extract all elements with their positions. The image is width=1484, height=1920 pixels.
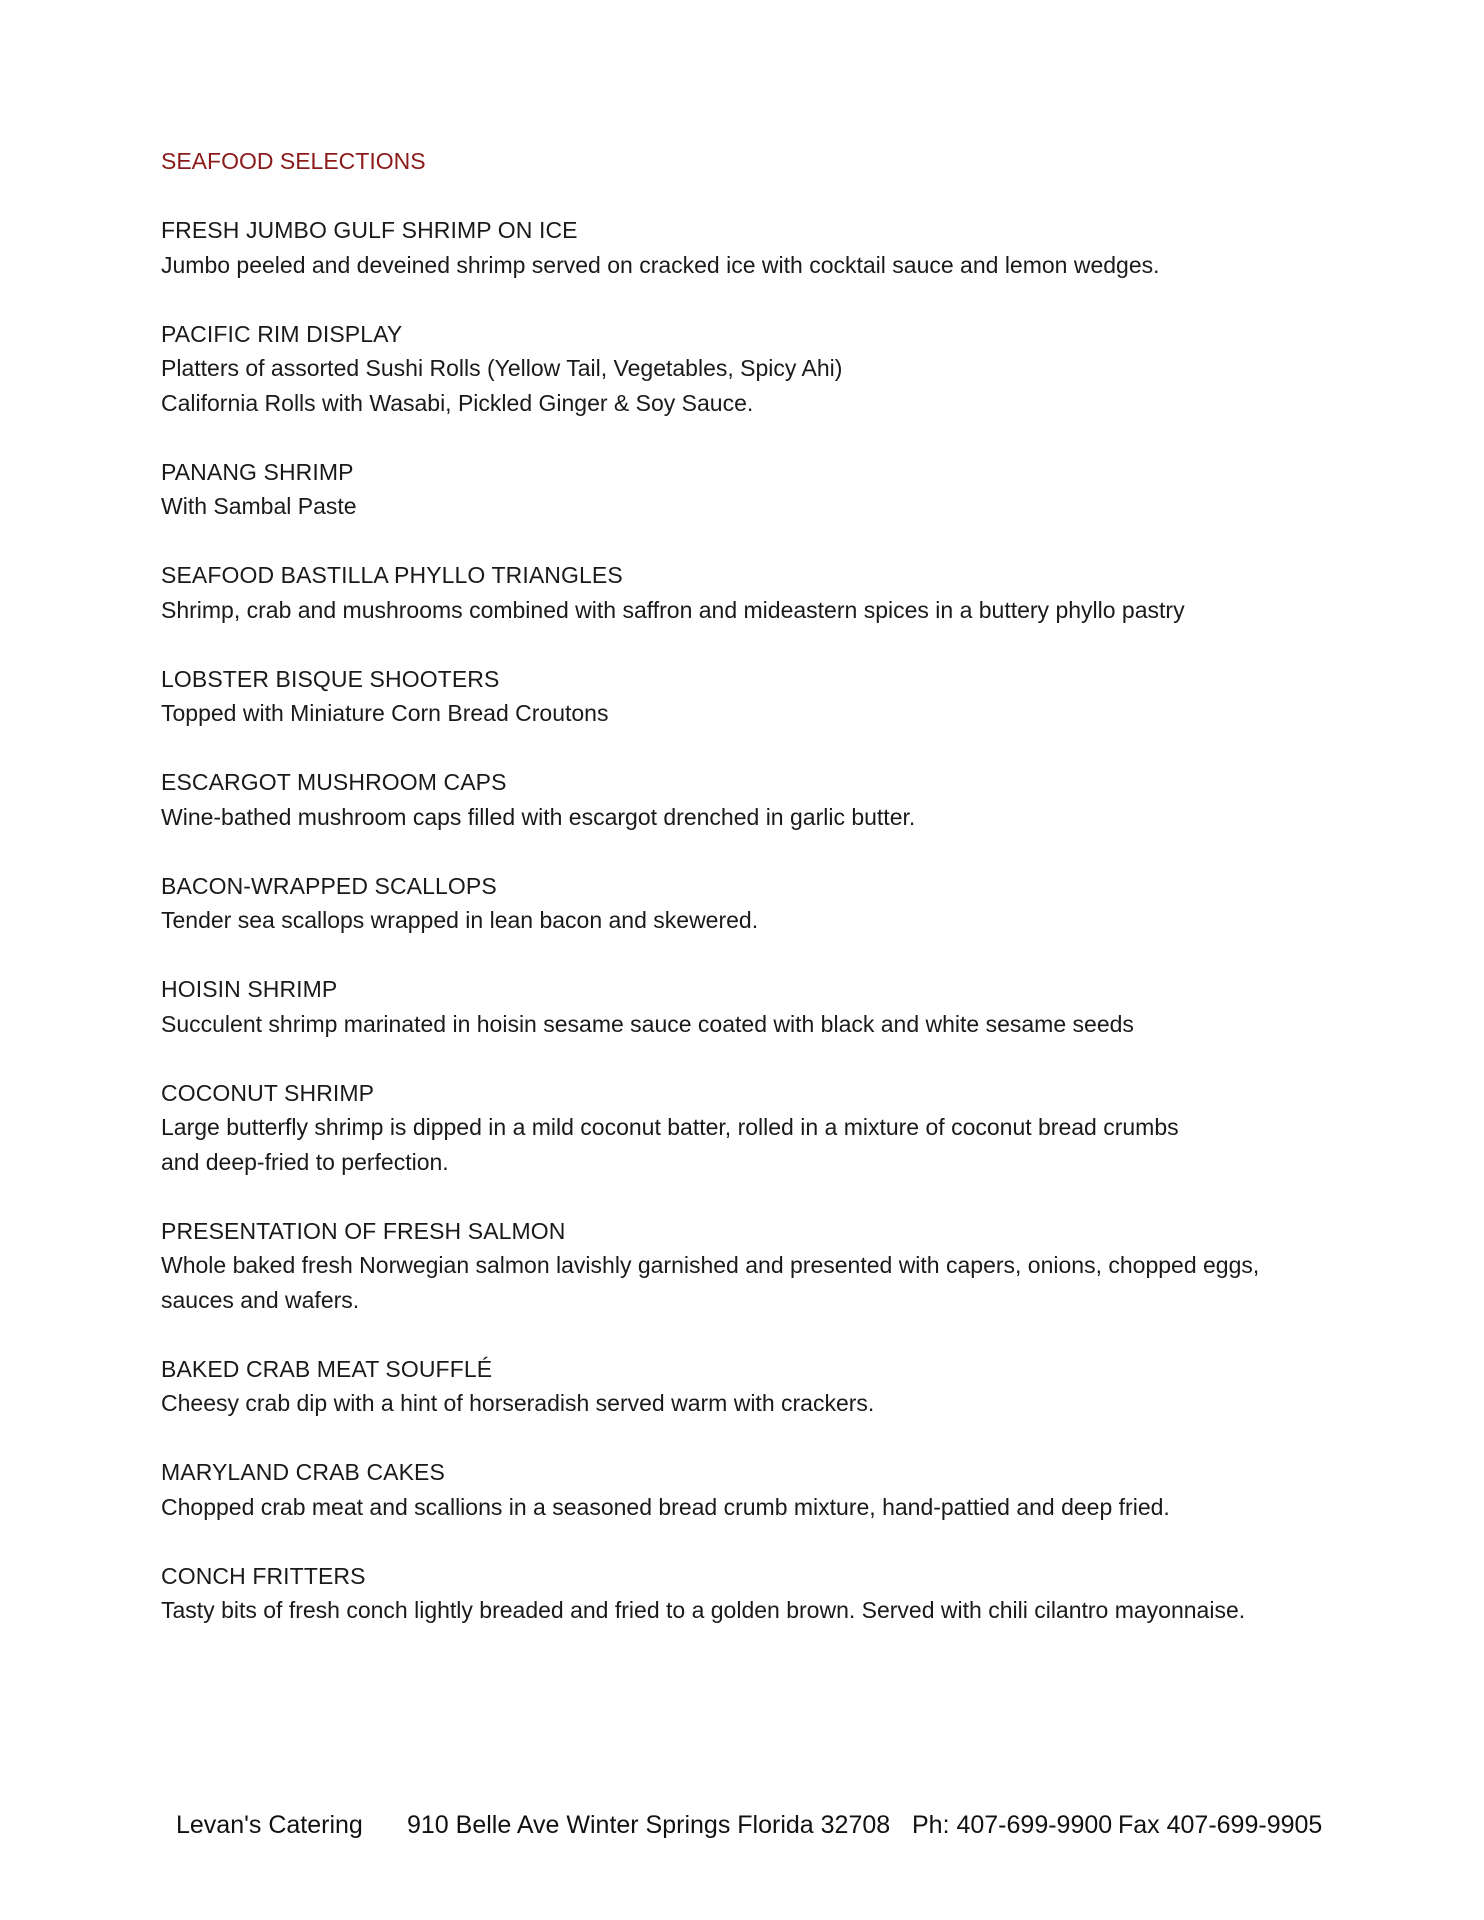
menu-item-description: Whole baked fresh Norwegian salmon lavishly garnished and presented with capers, onions, chopped eggs, xyxy=(161,1252,1260,1278)
menu-item xyxy=(161,317,1361,421)
menu-item xyxy=(161,662,1361,731)
menu-item xyxy=(161,558,1361,627)
menu-item-description: Large butterfly shrimp is dipped in a mild coconut batter, rolled in a mixture of coconut bread crumbs xyxy=(161,1114,1179,1140)
menu-item-description: With Sambal Paste xyxy=(161,493,357,519)
menu-item-name: PANANG SHRIMP xyxy=(161,458,354,485)
menu-item-name: SEAFOOD BASTILLA PHYLLO TRIANGLES xyxy=(161,562,623,588)
menu-item-description: Jumbo peeled and deveined shrimp served on cracked ice with cocktail sauce and lemon wedges. xyxy=(161,251,1160,278)
menu-item xyxy=(161,213,1361,282)
menu-item-description: Platters of assorted Sushi Rolls (Yellow Tail, Vegetables, Spicy Ahi) xyxy=(161,355,843,381)
menu-item-description: Shrimp, crab and mushrooms combined with saffron and mideastern spices in a buttery phyllo pastry xyxy=(161,596,1185,623)
menu-item-description: Wine-bathed mushroom caps filled with escargot drenched in garlic butter. xyxy=(161,803,916,830)
menu-item xyxy=(161,1352,1361,1421)
menu-item-name: CONCH FRITTERS xyxy=(161,1562,366,1589)
menu-item xyxy=(161,1559,1361,1628)
section-title: SEAFOOD SELECTIONS xyxy=(161,148,426,174)
menu-item-name: MARYLAND CRAB CAKES xyxy=(161,1459,445,1485)
menu-item-name: BAKED CRAB MEAT SOUFFLÉ xyxy=(161,1355,493,1382)
menu-item-name: PRESENTATION OF FRESH SALMON xyxy=(161,1217,566,1244)
footer-company: Levan's Catering xyxy=(176,1811,363,1839)
menu-item-description: California Rolls with Wasabi, Pickled Ginger & Soy Sauce. xyxy=(161,389,754,416)
footer-phone: Ph: 407-699-9900 xyxy=(912,1811,1113,1839)
menu-item xyxy=(161,972,1361,1041)
menu-item-name: COCONUT SHRIMP xyxy=(161,1079,375,1106)
footer-address: 910 Belle Ave Winter Springs Florida 32708 xyxy=(407,1811,891,1839)
menu-item-name: LOBSTER BISQUE SHOOTERS xyxy=(161,665,500,692)
menu-item-name: PACIFIC RIM DISPLAY xyxy=(161,320,403,347)
menu-item-description: Chopped crab meat and scallions in a seasoned bread crumb mixture, hand-pattied and deep fried. xyxy=(161,1493,1170,1520)
footer-fax: Fax 407-699-9905 xyxy=(1118,1811,1323,1839)
menu-item xyxy=(161,1076,1361,1180)
menu-item-name: FRESH JUMBO GULF SHRIMP ON ICE xyxy=(161,217,578,243)
menu-item-description: Topped with Miniature Corn Bread Croutons xyxy=(161,700,609,726)
menu-item xyxy=(161,1214,1361,1318)
menu-item xyxy=(161,1455,1361,1524)
menu-item-description: Cheesy crab dip with a hint of horseradish served warm with crackers. xyxy=(161,1390,875,1416)
menu-item-description: Succulent shrimp marinated in hoisin sesame sauce coated with black and white sesame seeds xyxy=(161,1010,1134,1037)
menu-item-description: Tasty bits of fresh conch lightly breaded and fried to a golden brown. Served with chili cilantro mayonnaise. xyxy=(161,1597,1246,1623)
menu-item-description: Tender sea scallops wrapped in lean bacon and skewered. xyxy=(161,907,759,933)
menu-item xyxy=(161,455,1361,524)
menu-item-name: BACON-WRAPPED SCALLOPS xyxy=(161,872,497,899)
menu-item-description: sauces and wafers. xyxy=(161,1286,360,1313)
menu-item-name: HOISIN SHRIMP xyxy=(161,976,338,1002)
menu-item-description: and deep-fried to perfection. xyxy=(161,1148,449,1175)
menu-item-list xyxy=(161,213,1361,1662)
menu-item xyxy=(161,869,1361,938)
menu-item xyxy=(161,765,1361,834)
menu-item-name: ESCARGOT MUSHROOM CAPS xyxy=(161,769,507,795)
